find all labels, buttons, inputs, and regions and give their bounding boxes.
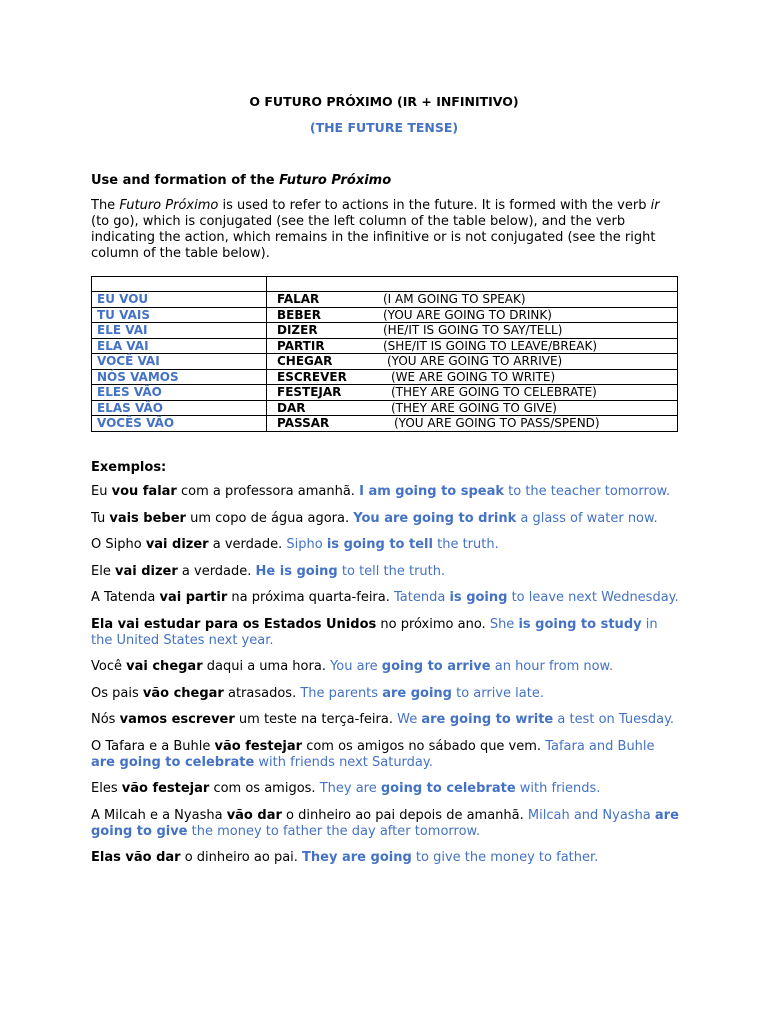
verb-cell <box>267 323 678 339</box>
text-run: with friends next Saturday. <box>254 754 433 770</box>
text-run: is going to tell <box>326 537 433 552</box>
text-run: com a professora amanhã. <box>176 484 360 499</box>
text-run: to leave next Wednesday. <box>507 590 679 605</box>
table-cell <box>267 277 678 292</box>
text-run: ir <box>650 198 660 213</box>
example-sentence <box>91 511 681 527</box>
verb-translation: (THEY ARE GOING TO GIVE) <box>391 400 557 415</box>
pronoun-cell: TU VAIS <box>92 307 267 323</box>
section-heading <box>91 173 391 189</box>
verb-cell <box>267 400 678 416</box>
pronoun-cell: EU VOU <box>92 292 267 308</box>
infinitive-verb: FESTEJAR <box>277 385 342 399</box>
text-run: O Sipho <box>91 537 146 552</box>
verb-translation: (I AM GOING TO SPEAK) <box>383 292 526 306</box>
text-run: an hour from now. <box>490 659 614 674</box>
pronoun-cell: ELA VAI <box>92 338 267 354</box>
text-run: Ela vai estudar para os Estados Unidos <box>91 616 377 632</box>
infinitive-verb: ESCREVER <box>277 369 347 384</box>
text-run: com os amigos no sábado que vem. <box>302 738 546 754</box>
text-run: You are going to drink <box>353 510 517 526</box>
text-run: um teste na terça-feira. <box>234 712 398 727</box>
section-heading-prefix: Use and formation of the <box>91 173 280 188</box>
verb-translation: (HE/IT IS GOING TO SAY/TELL) <box>383 323 563 337</box>
text-run: with friends. <box>515 781 601 796</box>
text-run: um copo de água agora. <box>185 510 354 526</box>
text-run: She <box>489 616 519 632</box>
text-run: are going to write <box>421 712 554 727</box>
text-run: com os amigos. <box>209 781 320 796</box>
text-run: O Tafara e a Buhle <box>91 738 215 754</box>
text-run: vai chegar <box>126 659 203 674</box>
text-run: is going to study <box>518 616 642 632</box>
text-run: vai dizer <box>145 537 209 552</box>
table-header-row <box>92 277 678 292</box>
table-row <box>92 338 678 354</box>
example-sentence <box>91 617 681 649</box>
text-run: The <box>91 198 120 213</box>
text-run: a verdade. <box>208 537 287 552</box>
text-run: A Tatenda <box>91 590 160 605</box>
example-sentence <box>91 739 681 771</box>
text-run: vai dizer <box>114 563 178 579</box>
table-row <box>92 354 678 370</box>
verb-cell <box>267 338 678 354</box>
example-sentence <box>91 712 681 728</box>
infinitive-verb: DIZER <box>277 323 318 337</box>
text-run: a verdade. <box>177 563 256 579</box>
examples-list <box>91 484 681 877</box>
verb-translation: (YOU ARE GOING TO PASS/SPEND) <box>394 416 600 430</box>
text-run: na próxima quarta-feira. <box>227 590 395 605</box>
examples-label: Exemplos: <box>91 460 167 475</box>
text-run: Você <box>91 659 127 674</box>
infinitive-verb: FALAR <box>277 292 320 306</box>
text-run: to arrive late. <box>451 685 544 701</box>
verb-cell <box>267 292 678 308</box>
text-run: Elas vão dar <box>91 850 181 865</box>
table-row <box>92 416 678 432</box>
text-run: Os pais <box>91 685 143 701</box>
section-heading-italic: Futuro Próximo <box>279 173 392 188</box>
example-sentence <box>91 659 681 675</box>
text-run: Futuro Próximo <box>119 198 219 213</box>
table-cell <box>92 277 267 292</box>
verb-cell <box>267 354 678 370</box>
pronoun-cell: VOCÊS VÃO <box>92 416 267 432</box>
text-run: to tell the truth. <box>337 563 446 579</box>
example-sentence <box>91 537 681 553</box>
text-run: in the United States next year. <box>91 616 658 648</box>
text-run: a test on Tuesday. <box>553 712 675 727</box>
text-run: the money to father the day after tomorrow. <box>187 823 481 839</box>
text-run: vais beber <box>109 510 186 526</box>
infinitive-verb: PASSAR <box>277 416 330 430</box>
text-run: o dinheiro ao pai depois de amanhã. <box>281 807 528 823</box>
text-run: Tu <box>91 510 110 526</box>
example-sentence <box>91 686 681 702</box>
page-subtitle: (THE FUTURE TENSE) <box>309 120 459 135</box>
table-row <box>92 369 678 385</box>
text-run: are going to give <box>91 807 679 839</box>
table-row <box>92 323 678 339</box>
verb-cell <box>267 307 678 323</box>
pronoun-cell: ELE VAI <box>92 323 267 339</box>
text-run: Ele <box>91 563 115 579</box>
pronoun-cell: VOCÊ VAI <box>92 354 267 370</box>
text-run: a glass of water now. <box>516 510 658 526</box>
example-sentence <box>91 484 681 500</box>
verb-cell <box>267 385 678 401</box>
example-sentence <box>91 781 681 797</box>
table-row <box>92 307 678 323</box>
verb-cell <box>267 416 678 432</box>
table-row <box>92 385 678 401</box>
verb-translation: (THEY ARE GOING TO CELEBRATE) <box>391 385 597 399</box>
pronoun-cell: ELES VÃO <box>92 385 267 401</box>
text-run: the truth. <box>432 537 499 552</box>
table-row <box>92 292 678 308</box>
verb-translation: (YOU ARE GOING TO DRINK) <box>383 307 552 322</box>
infinitive-verb: BEBER <box>277 307 321 322</box>
text-run: vão festejar <box>121 781 210 796</box>
text-run: (to go), which is conjugated (see the left column of the table below), and the verb indicating the action, which remains in the infinitive or is not conjugated (see the right column of the table below). <box>91 214 656 261</box>
verb-cell <box>267 369 678 385</box>
text-run: daqui a uma hora. <box>202 659 331 674</box>
text-run: vão dar <box>226 807 282 823</box>
text-run: are going to celebrate <box>91 754 255 770</box>
pronoun-cell: NÓS VAMOS <box>92 369 267 385</box>
example-sentence <box>91 564 681 580</box>
text-run: vamos escrever <box>119 712 235 727</box>
text-run: Sipho <box>286 537 327 552</box>
example-sentence <box>91 590 681 606</box>
text-run: atrasados. <box>223 685 301 701</box>
text-run: I am going to speak <box>359 484 505 499</box>
text-run: vou falar <box>111 484 177 499</box>
infinitive-verb: PARTIR <box>277 338 325 353</box>
verb-translation: (YOU ARE GOING TO ARRIVE) <box>387 354 563 368</box>
text-run: They are going <box>302 850 412 865</box>
infinitive-verb: CHEGAR <box>277 354 333 368</box>
text-run: going to arrive <box>381 659 491 674</box>
verb-translation: (WE ARE GOING TO WRITE) <box>391 369 556 384</box>
text-run: is going <box>449 590 508 605</box>
text-run: We <box>397 712 422 727</box>
text-run: Tatenda <box>394 590 450 605</box>
text-run: no próximo ano. <box>376 616 490 632</box>
conjugation-table <box>91 276 678 432</box>
text-run: Eles <box>91 781 122 796</box>
text-run: Eu <box>91 484 112 499</box>
text-run: is used to refer to actions in the future. It is formed with the verb <box>218 198 651 213</box>
text-run: going to celebrate <box>380 781 516 796</box>
pronoun-cell: ELAS VÃO <box>92 400 267 416</box>
text-run: vão chegar <box>142 685 224 701</box>
text-run: are going <box>382 685 452 701</box>
text-run: Nós <box>91 712 120 727</box>
text-run: o dinheiro ao pai. <box>180 850 303 865</box>
text-run: A Milcah e a Nyasha <box>91 807 227 823</box>
infinitive-verb: DAR <box>277 400 306 415</box>
example-sentence <box>91 850 681 866</box>
text-run: You are <box>330 659 382 674</box>
text-run: to give the money to father. <box>411 850 599 865</box>
text-run: They are <box>319 781 381 796</box>
text-run: He is going <box>255 563 338 579</box>
text-run: Tafara and Buhle <box>545 738 655 754</box>
text-run: vai partir <box>159 590 228 605</box>
page-title: O FUTURO PRÓXIMO (IR + INFINITIVO) <box>249 94 519 109</box>
text-run: The parents <box>300 685 383 701</box>
text-run: to the teacher tomorrow. <box>504 484 671 499</box>
verb-translation: (SHE/IT IS GOING TO LEAVE/BREAK) <box>383 338 598 353</box>
example-sentence <box>91 808 681 840</box>
intro-paragraph <box>91 198 681 262</box>
text-run: vão festejar <box>214 738 303 754</box>
text-run: Milcah and Nyasha <box>527 807 655 823</box>
table-row <box>92 400 678 416</box>
